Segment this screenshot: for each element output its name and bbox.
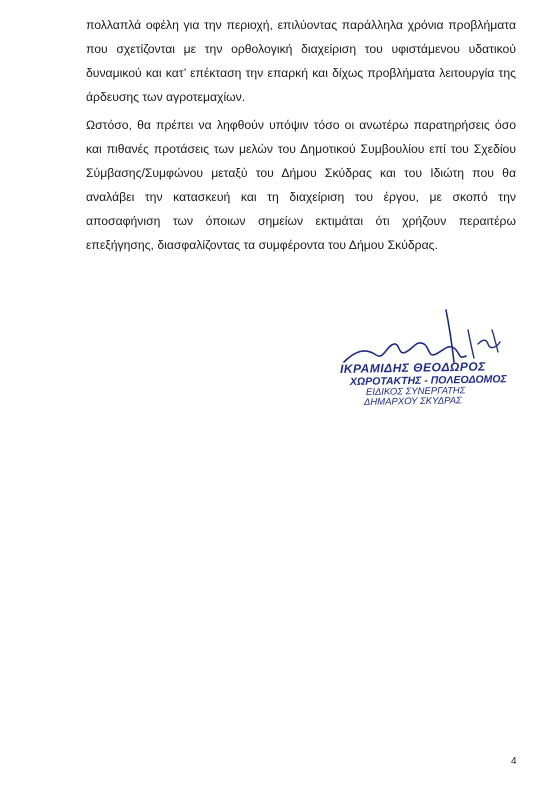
stamp-role-line-2: ΔΗΜΑΡΧΟΥ ΣΚΥΔΡΑΣ — [363, 395, 462, 408]
stamp-title: ΧΩΡΟΤΑΚΤΗΣ - ΠΟΛΕΟΔΟΜΟΣ — [349, 373, 507, 388]
paragraph-1: πολλαπλά οφέλη για την περιοχή, επιλύοντας παράλληλα χρόνια προβλήματα που σχετίζονται με την ορθολογική διαχείριση του υφιστάμενου υδατικού δυναμικού και κατ’ επέκταση την επαρκή και δίχως προβλήματα λειτουργία της άρδευσης των αγροτεμαχίων. — [86, 18, 516, 104]
page-number: 4 — [511, 756, 517, 767]
signature-stamp — [336, 300, 536, 410]
paragraph-2: Ωστόσο, θα πρέπει να ληφθούν υπόψιν τόσο οι ανωτέρω παρατηρήσεις όσο και πιθανές προτάσεις των μελών του Δημοτικού Συμβουλίου επί του Σχεδίου Σύμβασης/Συμφώνου μεταξύ του Δήμου Σκύδρας και του Ιδιώτη που θα αναλάβει την κατασκευή και τη διαχείριση του έργου, με σκοπό την αποσαφήνιση των όποιων σημείων εκτιμάται ότι χρήζουν περαιτέρω επεξήγησης, διασφαλίζοντας τα συμφέροντα του Δήμου Σκύδρας. — [86, 118, 516, 252]
stamp-role-line-1: ΕΙΔΙΚΟΣ ΣΥΝΕΡΓΑΤΗΣ — [365, 385, 466, 398]
stamp-name: ΙΚΡΑΜΙΔΗΣ ΘΕΟΔΩΡΟΣ — [339, 359, 486, 376]
